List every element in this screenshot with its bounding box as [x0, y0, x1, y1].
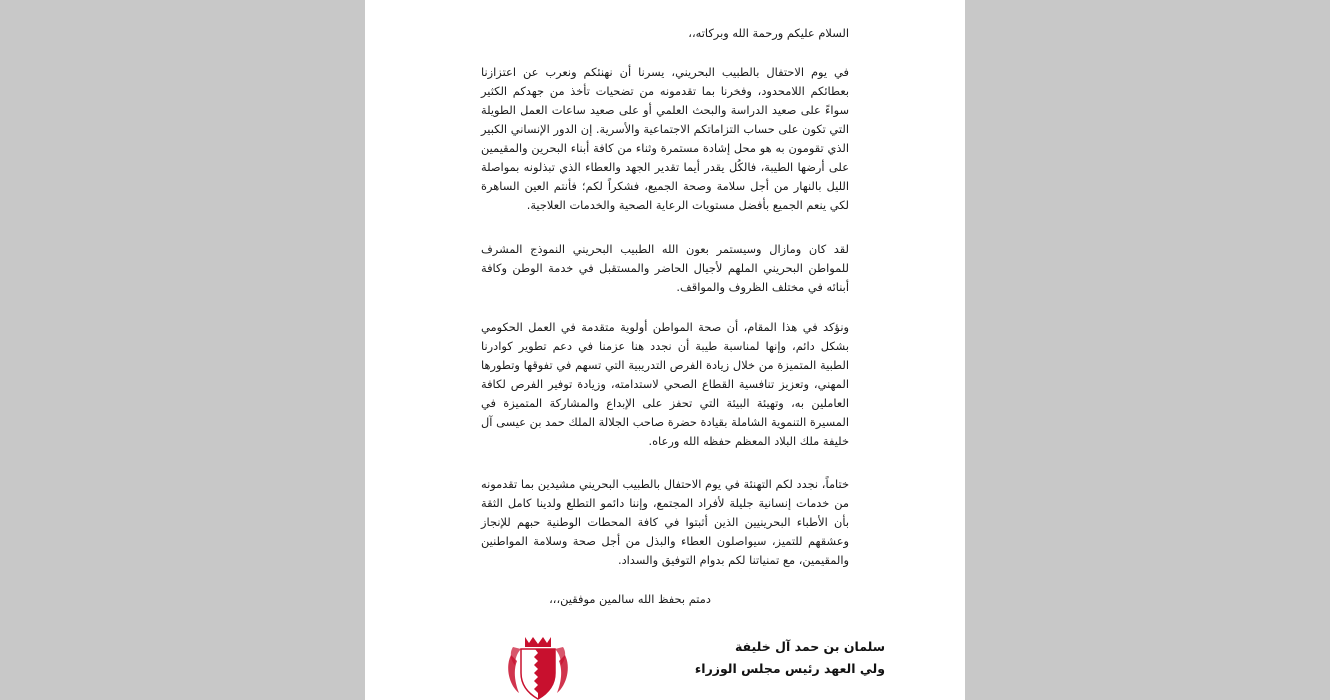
signature-title: ولي العهد رئيس مجلس الوزراء — [694, 661, 885, 676]
letter-paragraph-2: لقد كان ومازال وسيستمر بعون الله الطبيب البحريني النموذج المشرف للمواطن البحريني الملهم لأجيال الحاضر والمستقبل في خدمة الوطن وكافة أبنائه في مختلف الظروف والمواقف. — [481, 242, 849, 294]
letter-paragraph-4: ختاماً، نجدد لكم التهنئة في يوم الاحتفال بالطبيب البحريني مشيدين بما تقدمونه من خدمات إنسانية جليلة لأفراد المجتمع، وإننا دائمو التطلع ولدينا كامل الثقة بأن الأطباء البحرينيين الذين أثبتوا في كافة المحطات الوطنية حبهم للإنجاز وعشقهم للتميز، سيواصلون العطاء والبذل من أجل صحة وسلامة المواطنين والمقيمين، مع تمنياتنا لكم بدوام التوفيق والسداد. — [481, 477, 849, 567]
letter-closing: دمتم بحفظ الله سالمين موفقين،،، — [549, 592, 711, 606]
document-page — [365, 0, 965, 700]
letter-paragraph-3: ونؤكد في هذا المقام، أن صحة المواطن أولوية متقدمة في العمل الحكومي بشكل دائم، وإنها لمناسبة طيبة أن نجدد هنا عزمنا في دعم تطوير كوادرنا الطبية المتميزة من خلال زيادة الفرص التدريبية التي تسهم في تفوقها وتطورها المهني، وتعزيز تنافسية القطاع الصحي لاستدامته، وزيادة توفير الفرص لكافة العاملين به، وتهيئة البيئة التي تحفز على الإبداع والمشاركة المتميزة في المسيرة التنموية الشاملة بقيادة حضرة صاحب الجلالة الملك حمد بن عيسى آل خليفة ملك البلاد المعظم حفظه الله ورعاه. — [481, 320, 849, 448]
signature-name: سلمان بن حمد آل خليفة — [734, 639, 885, 654]
letter-paragraph-1: في يوم الاحتفال بالطبيب البحريني، يسرنا أن نهنئكم ونعرب عن اعتزازنا بعطائكم اللامحدود، وفخرنا بما تقدمونه من تضحيات تأخذ من جهدكم الكثير سواءً على صعيد الدراسة والبحث العلمي أو على صعيد ساعات العمل الطويلة التي تكون على حساب التزاماتكم الاجتماعية والأسرية. إن الدور الإنساني الكبير الذي تقومون به هو محل إشادة مستمرة وثناء من كافة أبناء البحرين والمقيمين على أرضها الطيبة، فالكُل يقدر أيما تقدير الجهد والعطاء الذي تبذلونه بمواصلة الليل بالنهار من أجل سلامة وصحة الجميع، فشكراً لكم؛ فأنتم العين الساهرة لكي ينعم الجميع بأفضل مستويات الرعاية الصحية والخدمات العلاجية. — [481, 65, 849, 212]
signature-block — [695, 636, 885, 680]
letter-greeting: السلام عليكم ورحمة الله وبركاته،، — [688, 26, 849, 40]
footer-cropped-text — [485, 692, 715, 700]
bahrain-emblem-icon — [505, 633, 571, 700]
